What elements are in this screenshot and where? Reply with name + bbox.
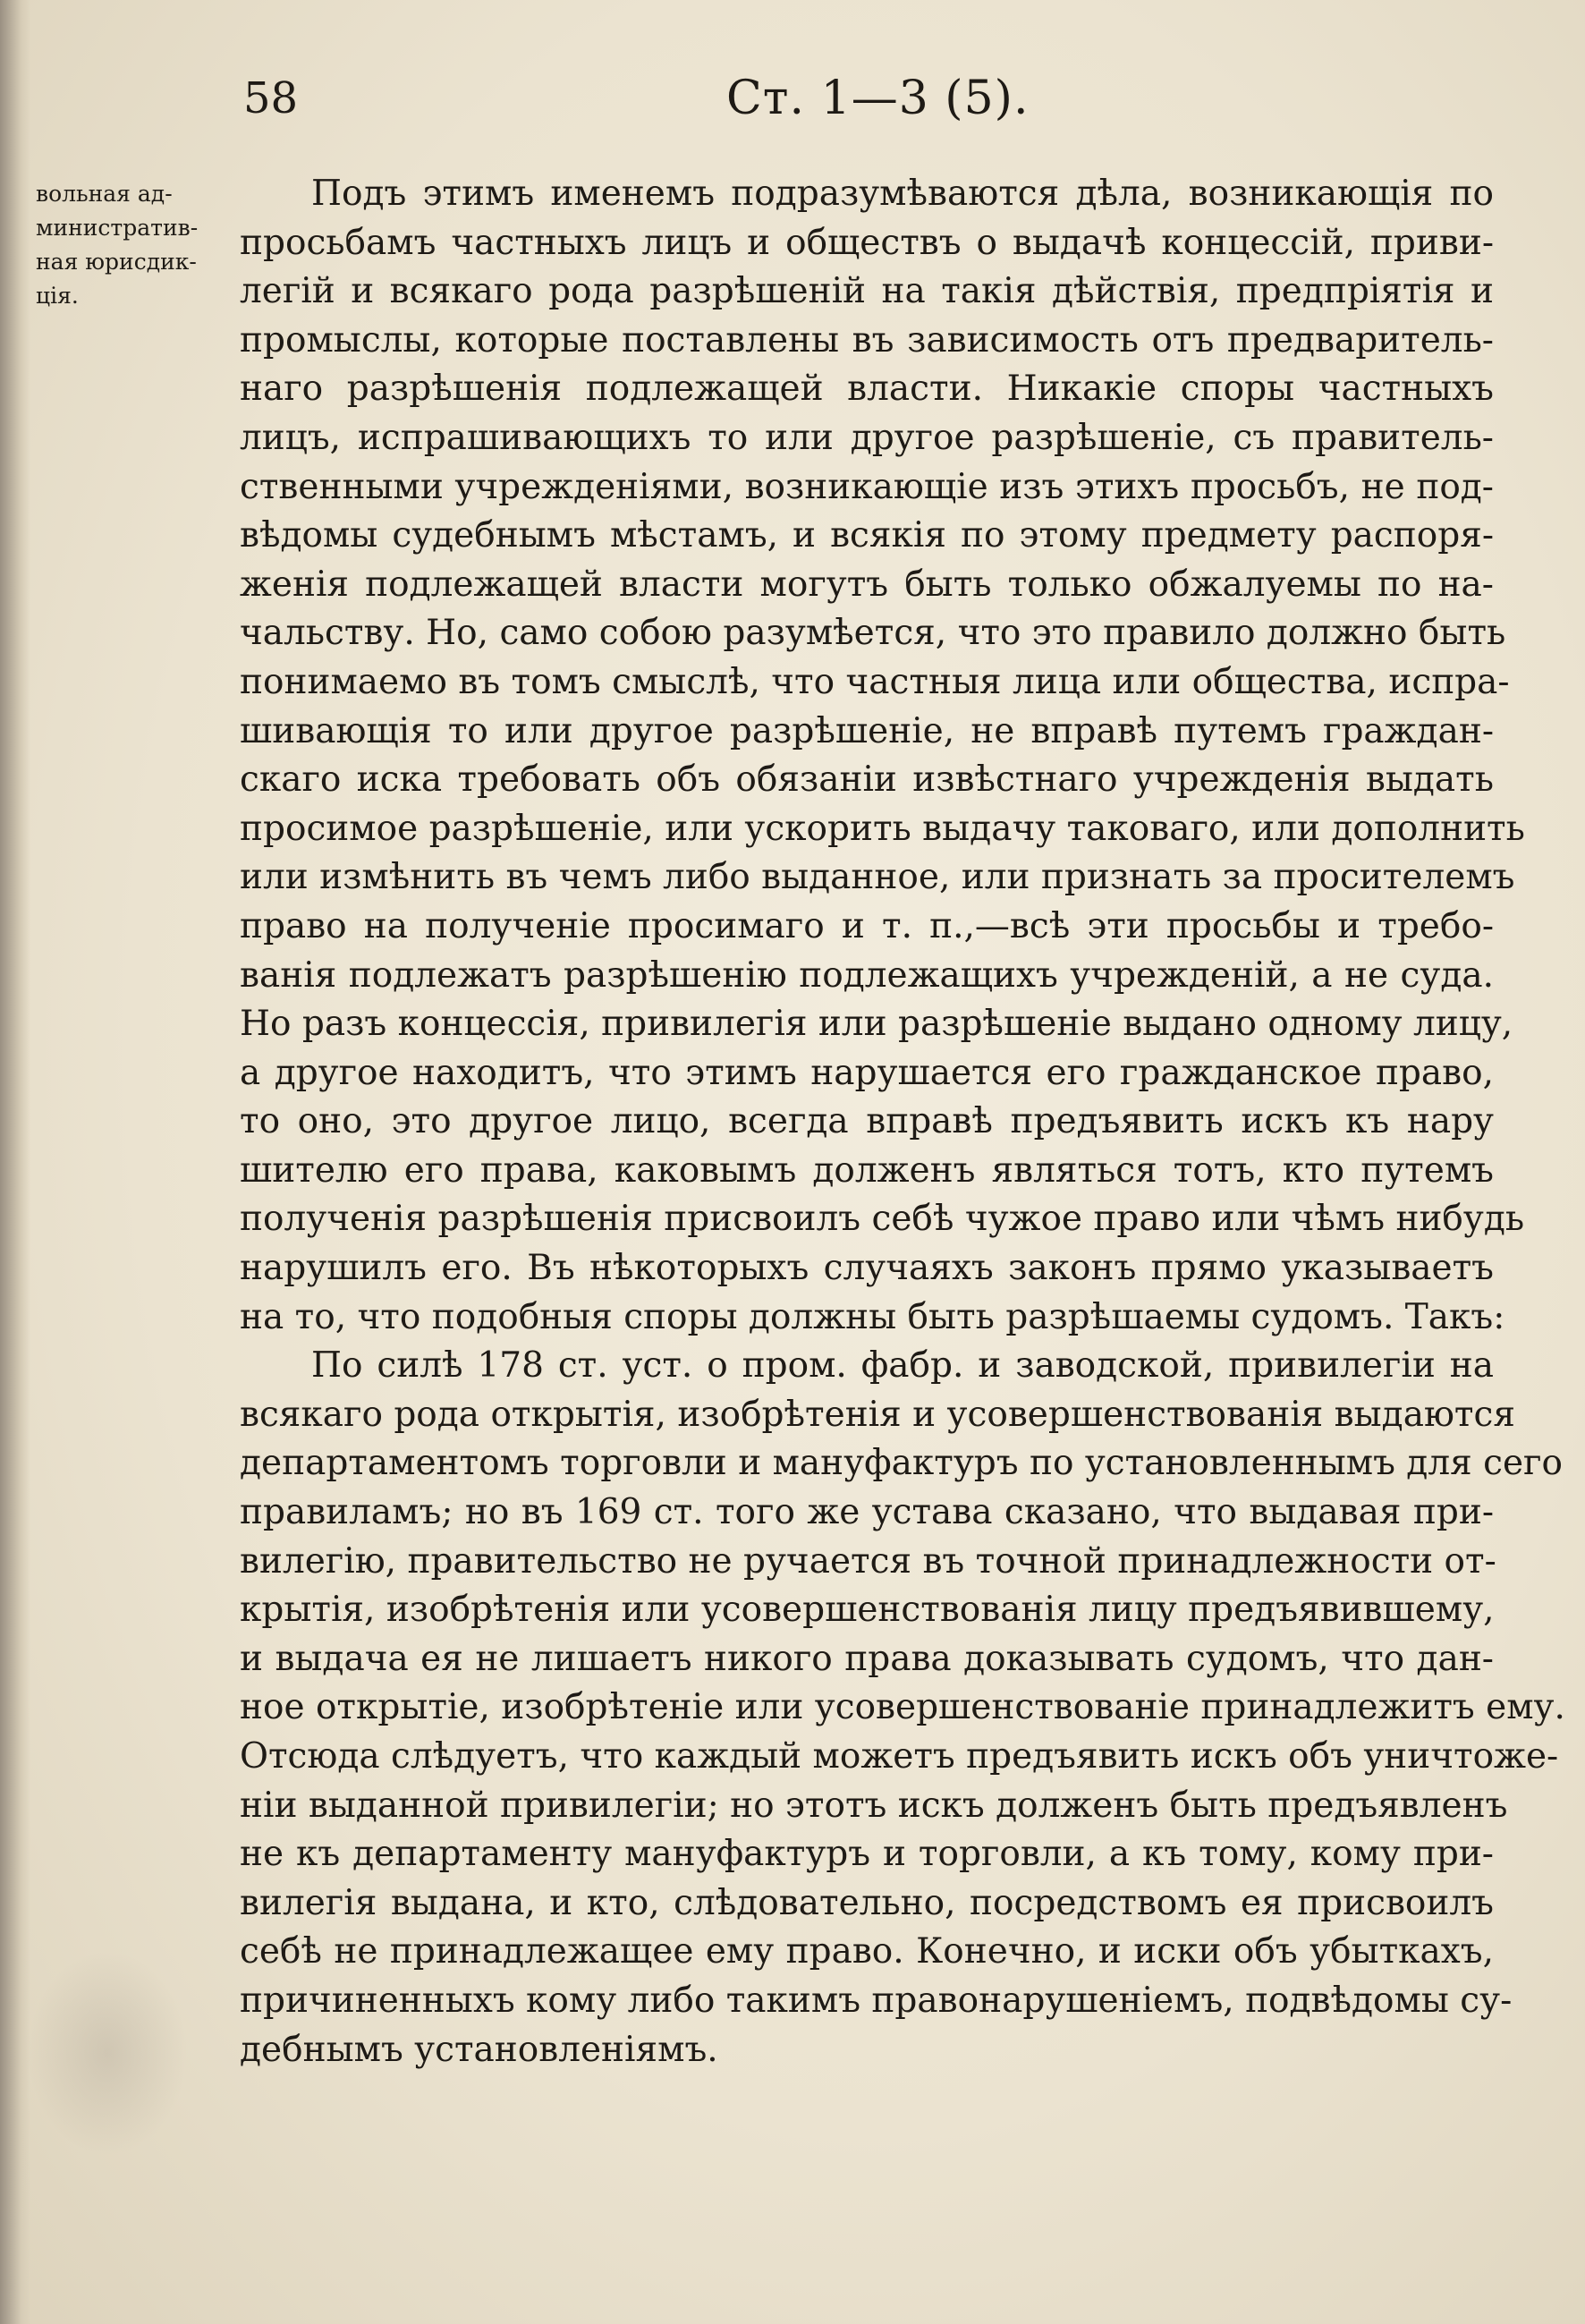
text-line: женія подлежащей власти могутъ быть только обжалуемы по на-	[240, 564, 1494, 605]
text-line: чальству. Но, само собою разумѣется, что это правило должно быть	[240, 613, 1506, 654]
margin-note-line: министратив-	[36, 215, 199, 241]
text-line: или измѣнить въ чемъ либо выданное, или признать за просителемъ	[240, 857, 1515, 898]
text-line: промыслы, которые поставлены въ зависимость отъ предваритель-	[240, 319, 1494, 360]
text-line: просьбамъ частныхъ лицъ и обществъ о выдачѣ концессій, приви-	[240, 222, 1494, 263]
text-line: лицъ, испрашивающихъ то или другое разрѣшеніе, съ правитель-	[240, 417, 1494, 458]
text-line: правиламъ; но въ 169 ст. того же устава сказано, что выдавая при-	[240, 1492, 1494, 1533]
text-line: то оно, это другое лицо, всегда вправѣ предъявить искъ къ нару	[240, 1101, 1494, 1142]
text-line: шителю его права, каковымъ долженъ являться тотъ, кто путемъ	[240, 1149, 1494, 1191]
page-header	[0, 70, 1585, 132]
text-line: ванія подлежатъ разрѣшенію подлежащихъ учрежденій, а не суда.	[240, 954, 1494, 996]
body-text	[240, 170, 1565, 2074]
text-line: Отсюда слѣдуетъ, что каждый можетъ предъявить искъ объ уничтоже-	[240, 1736, 1559, 1777]
text-line: наго разрѣшенія подлежащей власти. Никакіе споры частныхъ	[240, 369, 1494, 410]
text-line: вѣдомы судебнымъ мѣстамъ, и всякія по этому предмету распоря-	[240, 515, 1494, 556]
text-line: Но разъ концессія, привилегія или разрѣшеніе выдано одному лицу,	[240, 1004, 1513, 1045]
binding-edge-shadow	[0, 0, 30, 2324]
text-line: крытія, изобрѣтенія или усовершенствованія лицу предъявившему,	[240, 1590, 1495, 1631]
margin-note	[36, 177, 234, 313]
text-line: вилегію, правительство не ручается въ точной принадлежности от-	[240, 1540, 1496, 1582]
text-line: причиненныхъ кому либо такимъ правонарушеніемъ, подвѣдомы су-	[240, 1980, 1513, 2021]
text-line: По силѣ 178 ст. уст. о пром. фабр. и заводской, привилегіи на	[311, 1345, 1494, 1387]
text-line: легій и всякаго рода разрѣшеній на такія дѣйствія, предпріятія и	[240, 271, 1494, 312]
margin-note-line: вольная ад-	[36, 181, 173, 207]
text-line: ственными учрежденіями, возникающіе изъ этихъ просьбъ, не под-	[240, 466, 1494, 507]
text-line: а другое находитъ, что этимъ нарушается его гражданское право,	[240, 1052, 1494, 1093]
text-line: вилегія выдана, и кто, слѣдовательно, посредствомъ ея присвоилъ	[240, 1882, 1494, 1923]
text-line: всякаго рода открытія, изобрѣтенія и усовершенствованія выдаются	[240, 1394, 1515, 1435]
text-line: просимое разрѣшеніе, или ускорить выдачу таковаго, или дополнить	[240, 808, 1525, 849]
text-line: скаго иска требовать объ обязаніи извѣстнаго учрежденія выдать	[240, 759, 1494, 801]
margin-note-line: ная юрисдик-	[36, 249, 197, 275]
text-line: не къ департаменту мануфактуръ и торговли, а къ тому, кому при-	[240, 1834, 1494, 1875]
bleed-through-smudge	[27, 1950, 188, 2156]
text-line: себѣ не принадлежащее ему право. Конечно, и иски объ убыткахъ,	[240, 1931, 1494, 1972]
text-line: полученія разрѣшенія присвоилъ себѣ чужое право или чѣмъ нибудь	[240, 1199, 1525, 1240]
text-line: понимаемо въ томъ смыслѣ, что частныя лица или общества, испра-	[240, 661, 1510, 702]
text-line: нарушилъ его. Въ нѣкоторыхъ случаяхъ законъ прямо указываетъ	[240, 1248, 1494, 1289]
text-line: и выдача ея не лишаетъ никого права доказывать судомъ, что дан-	[240, 1638, 1494, 1679]
margin-note-line: ція.	[36, 283, 79, 309]
text-line: дебнымъ установленіямъ.	[240, 2029, 718, 2070]
text-line: право на полученіе просимаго и т. п.,—всѣ эти просьбы и требо-	[240, 905, 1494, 946]
text-line: ное открытіе, изобрѣтеніе или усовершенствованіе принадлежитъ ему.	[240, 1687, 1565, 1728]
text-line: департаментомъ торговли и мануфактуръ по установленнымъ для сего	[240, 1443, 1563, 1484]
text-line: на то, что подобныя споры должны быть разрѣшаемы судомъ. Такъ:	[240, 1296, 1505, 1337]
text-line: Подъ этимъ именемъ подразумѣваются дѣла, возникающія по	[311, 174, 1494, 214]
page-number: 58	[243, 73, 299, 123]
text-line: шивающія то или другое разрѣшеніе, не вправѣ путемъ граждан-	[240, 710, 1494, 751]
running-head: Ст. 1—3 (5).	[726, 72, 1030, 125]
text-line: ніи выданной привилегіи; но этотъ искъ долженъ быть предъявленъ	[240, 1785, 1508, 1826]
